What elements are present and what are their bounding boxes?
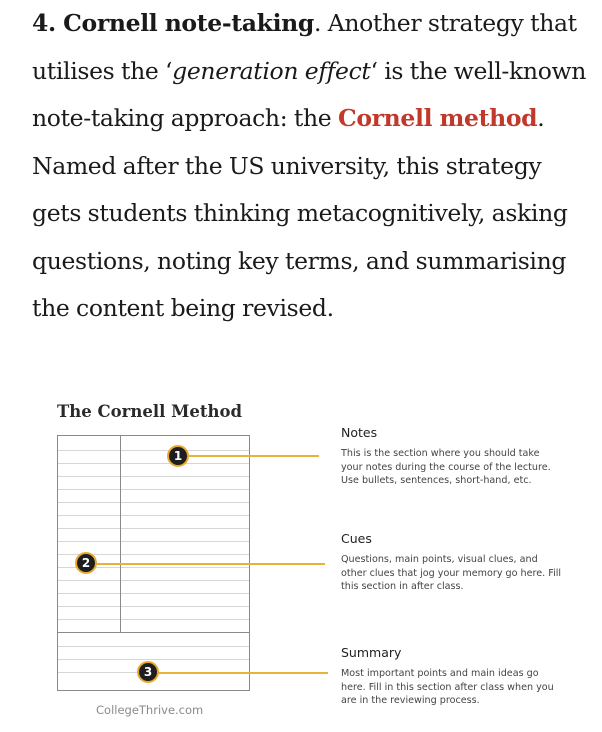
notes-description [341, 425, 581, 488]
paragraph-line-4: Named after the US university, this strategy [32, 151, 542, 180]
cues-text-line: this section in after class. [341, 581, 464, 592]
summary-section-divider [58, 632, 249, 633]
cues-text-line: other clues that jog your memory go here. Fill [341, 567, 562, 579]
notes-heading: Notes [341, 425, 378, 440]
ruled-line [58, 476, 249, 477]
summary-heading: Summary [341, 645, 402, 660]
cues-heading: Cues [341, 531, 372, 546]
notes-text-line: This is the section where you should take [341, 448, 540, 459]
paragraph-line-3 [32, 95, 594, 143]
summary-leader-line [157, 672, 328, 674]
ruled-line [58, 593, 249, 594]
ruled-line [58, 463, 249, 464]
paragraph-line-7: the content being revised. [32, 294, 334, 322]
ruled-line [58, 606, 249, 607]
paragraph-line-1 [32, 0, 594, 48]
notes-text-line: your notes during the course of the lecture. [341, 461, 551, 473]
cue-column-divider [120, 436, 121, 632]
line-3-text-b: . [537, 104, 545, 132]
line-1-text: . Another strategy that [313, 9, 577, 37]
ruled-line [58, 489, 249, 490]
paragraph-line-2 [32, 48, 594, 96]
strategy-heading: 4. Cornell note-taking [32, 9, 314, 37]
summary-text-line: Most important points and main ideas go [341, 668, 539, 679]
summary-description [341, 645, 581, 708]
ruled-line [58, 541, 249, 542]
cues-number-marker: 2 [75, 552, 97, 574]
summary-text-line: are in the reviewing process. [341, 695, 480, 706]
line-2-text-a: utilises the ‘ [32, 56, 173, 85]
ruled-line [58, 646, 249, 647]
cornell-method-link[interactable]: Cornell method [337, 104, 538, 132]
ruled-line [58, 528, 249, 529]
ruled-line [58, 619, 249, 620]
line-3-text-a: note-taking approach: the [32, 104, 338, 132]
notes-number-marker: 1 [167, 445, 189, 467]
cues-text-line: Questions, main points, visual clues, and [341, 554, 538, 565]
ruled-line [58, 580, 249, 581]
notes-leader-line [189, 455, 319, 457]
generation-effect-term: generation effect [172, 56, 371, 85]
paragraph-line-5: gets students thinking metacognitively, asking [32, 199, 568, 227]
summary-number-marker: 3 [137, 661, 159, 683]
ruled-line [58, 450, 249, 451]
summary-text-line: here. Fill in this section after class when you [341, 681, 554, 693]
ruled-line [58, 502, 249, 503]
paragraph-line-6: questions, noting key terms, and summarising [32, 246, 567, 275]
figure-source-credit: CollegeThrive.com [96, 703, 204, 717]
notes-text-line: Use bullets, sentences, short-hand, etc. [341, 475, 532, 486]
ruled-line [58, 659, 249, 660]
article-paragraph [32, 0, 594, 333]
figure-title: The Cornell Method [57, 402, 243, 421]
cornell-method-figure [0, 395, 602, 732]
cues-description [341, 531, 581, 594]
line-2-text-b: ‘ is the well-known [370, 56, 587, 85]
cues-leader-line [96, 563, 325, 565]
ruled-line [58, 515, 249, 516]
